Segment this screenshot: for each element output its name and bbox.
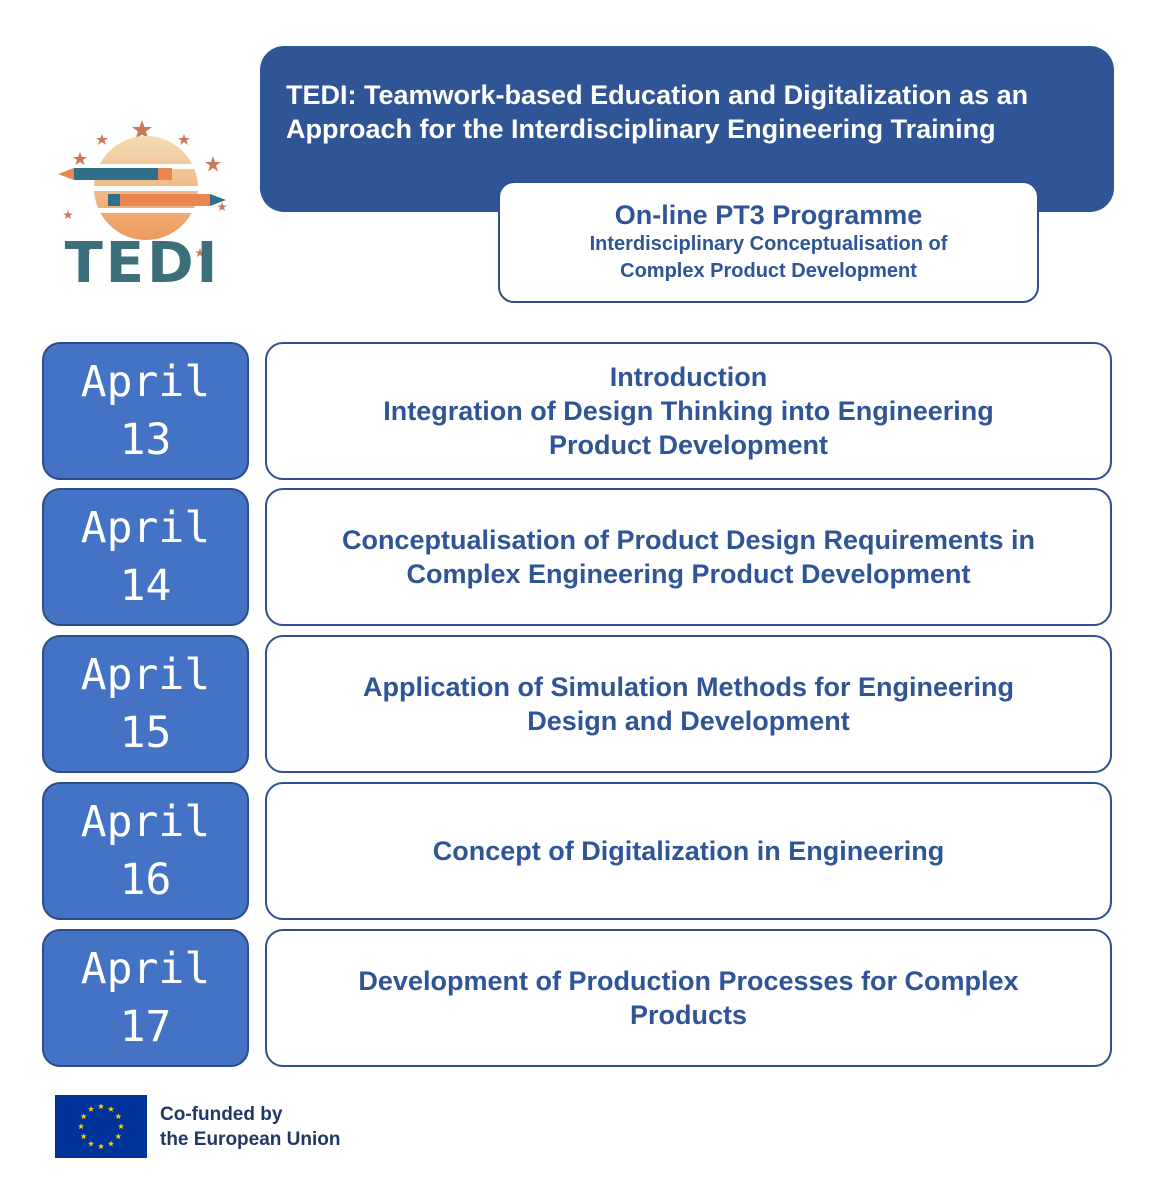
schedule-row <box>42 488 1112 626</box>
session-line: Development of Production Processes for Complex <box>358 966 1019 996</box>
date-badge <box>42 342 249 480</box>
footer-line1: Co-funded by <box>160 1104 283 1125</box>
date-day: 13 <box>119 415 172 465</box>
date-badge <box>42 488 249 626</box>
session-line: Concept of Digitalization in Engineering <box>432 836 945 866</box>
date-badge <box>42 782 249 920</box>
session-box <box>265 488 1112 626</box>
schedule-row <box>42 782 1112 920</box>
date-badge <box>42 929 249 1067</box>
session-box <box>265 929 1112 1067</box>
session-box <box>265 782 1112 920</box>
session-box <box>265 342 1112 480</box>
date-month: April <box>80 797 211 847</box>
date-month: April <box>80 503 211 553</box>
session-line: Product Development <box>548 430 829 460</box>
date-month: April <box>80 357 211 407</box>
date-month: April <box>80 650 211 700</box>
session-line: Conceptualisation of Product Design Requirements in <box>341 525 1036 555</box>
schedule-row <box>42 929 1112 1067</box>
programme-box <box>498 181 1039 303</box>
session-line: Introduction <box>609 362 768 392</box>
programme-title: On-line PT3 Programme <box>614 200 923 230</box>
programme-description-line2: Complex Product Development <box>620 260 917 282</box>
date-day: 16 <box>119 855 172 905</box>
session-box <box>265 635 1112 773</box>
date-day: 14 <box>119 561 172 611</box>
session-line: Application of Simulation Methods for Engineering <box>363 672 1014 702</box>
session-line: Design and Development <box>527 706 850 736</box>
page-title: TEDI: Teamwork-based Education and Digitalization as an Approach for the Interdisciplinary Engineering Training <box>286 80 1029 144</box>
session-line: Products <box>629 1000 748 1030</box>
footer-line2: the European Union <box>160 1129 341 1150</box>
schedule-row <box>42 635 1112 773</box>
date-month: April <box>80 944 211 994</box>
programme-description-line1: Interdisciplinary Conceptualisation of <box>589 233 948 255</box>
tedi-logo-text: TEDI <box>64 231 221 296</box>
footer-funding-text <box>160 1102 341 1152</box>
date-badge <box>42 635 249 773</box>
session-line: Complex Engineering Product Development <box>406 559 971 589</box>
session-line: Integration of Design Thinking into Engineering <box>383 396 994 426</box>
eu-flag-icon <box>55 1095 147 1158</box>
schedule-row <box>42 342 1112 480</box>
date-day: 17 <box>119 1002 172 1052</box>
date-day: 15 <box>119 708 172 758</box>
